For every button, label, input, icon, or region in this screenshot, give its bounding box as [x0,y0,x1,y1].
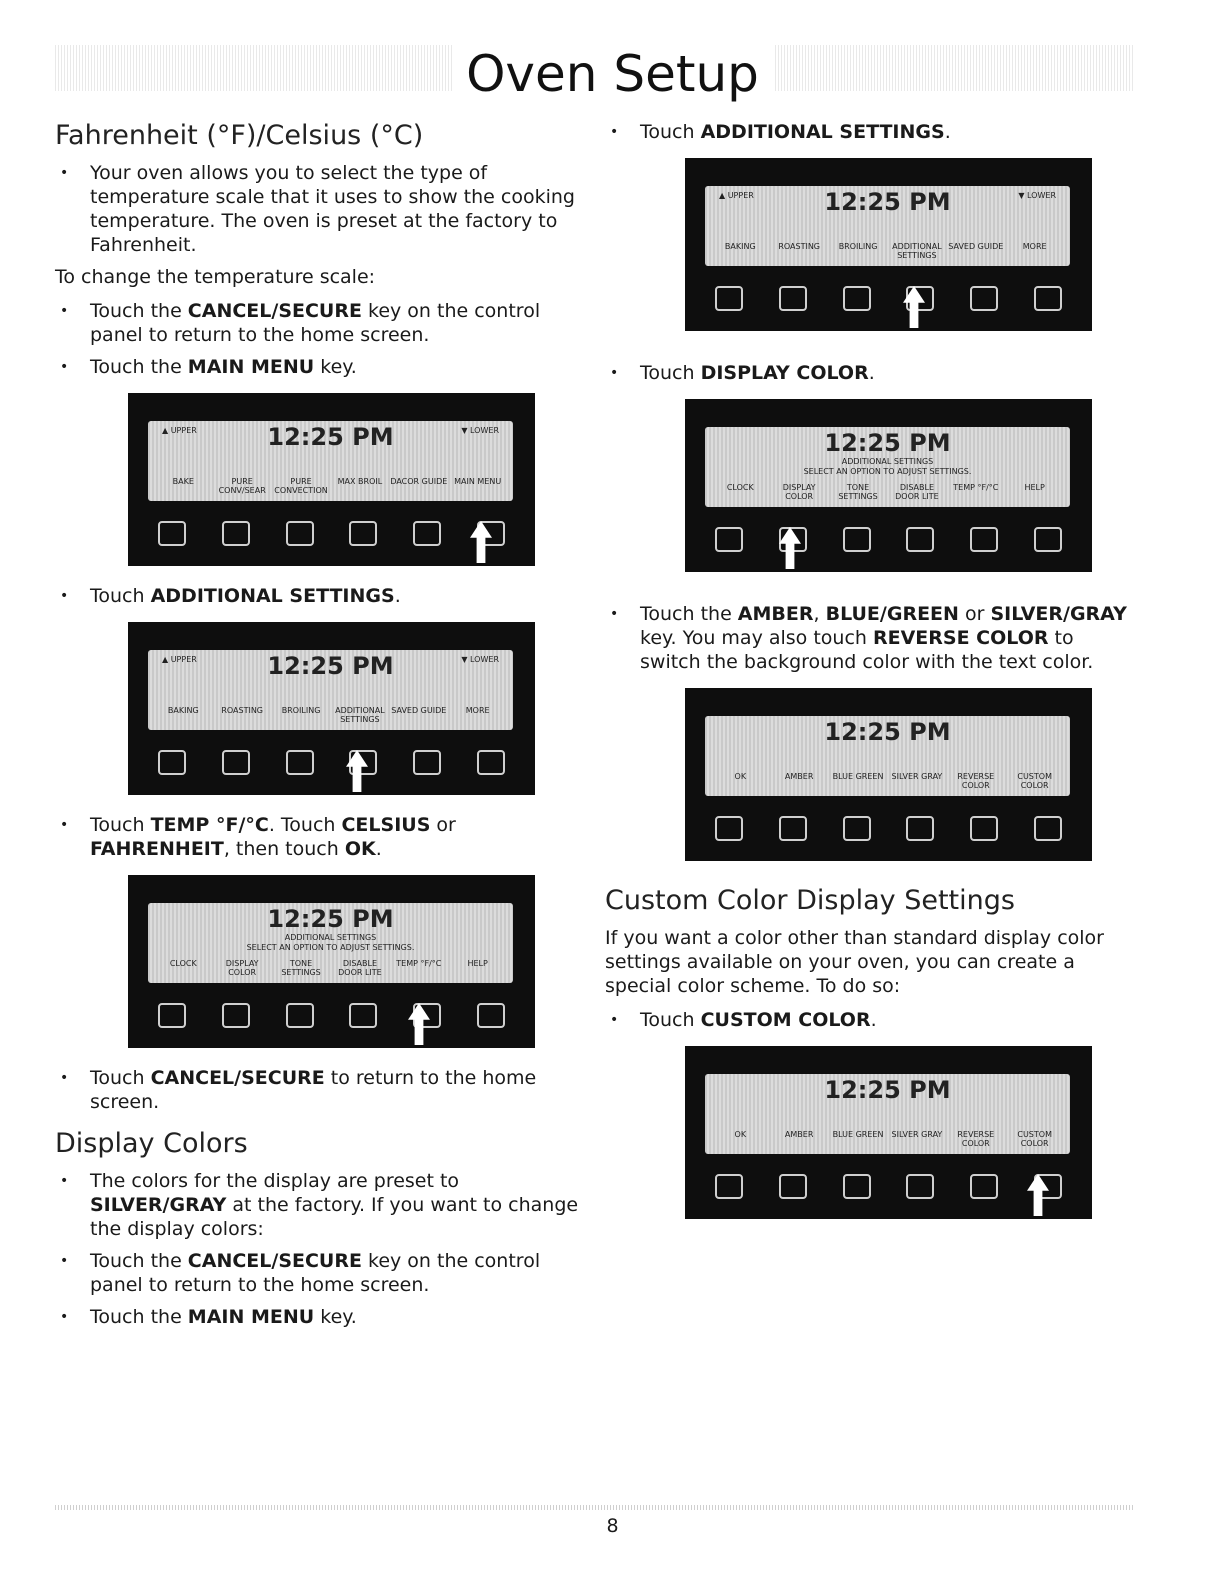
soft-key[interactable] [158,750,186,775]
soft-key[interactable] [779,286,807,311]
soft-key[interactable] [906,816,934,841]
soft-key[interactable] [779,816,807,841]
soft-key[interactable] [349,1003,377,1028]
soft-key[interactable] [970,527,998,552]
soft-key[interactable] [158,521,186,546]
soft-key[interactable] [843,527,871,552]
display-settings: 12:25 PM ADDITIONAL SETTINGS SELECT AN OPTION TO ADJUST SETTINGS. CLOCK DISPLAY COLOR TONE SETTINGS DISABLE DOOR LITE TEMP °F/°C HELP [128,875,535,1048]
soft-key[interactable] [970,816,998,841]
soft-key[interactable] [715,286,743,311]
right-column [605,120,1135,1219]
soft-key[interactable] [222,521,250,546]
step-temp: • Touch TEMP °F/°C. Touch CELSIUS or FAHRENHEIT, then touch OK. [55,813,585,861]
soft-key[interactable] [413,750,441,775]
display-additional: ▲ UPPER 12:25 PM ▼ LOWER BAKING ROASTING BROILING ADDITIONAL SETTINGS SAVED GUIDE MORE [128,622,535,795]
soft-key[interactable] [222,1003,250,1028]
display-colors-intro: • The colors for the display are preset to SILVER/GRAY at the factory. If you want to change the display colors: [55,1169,585,1241]
r-step-additional: • Touch ADDITIONAL SETTINGS. [605,120,1135,144]
r-step-colors: • Touch the AMBER, BLUE/GREEN or SILVER/GRAY key. You may also touch REVERSE COLOR to switch the background color with the text color. [605,602,1135,674]
display-additional-right: ▲ UPPER 12:25 PM ▼ LOWER BAKING ROASTING BROILING ADDITIONAL SETTINGS SAVED GUIDE MORE [685,158,1092,331]
step-main-menu: • Touch the MAIN MENU key. [55,355,585,379]
step-cancel-secure: • Touch the CANCEL/SECURE key on the control panel to return to the home screen. [55,299,585,347]
soft-key[interactable] [1034,816,1062,841]
soft-key[interactable] [906,527,934,552]
soft-key[interactable] [286,521,314,546]
r-step-display-color: • Touch DISPLAY COLOR. [605,361,1135,385]
fahrenheit-para: To change the temperature scale: [55,266,376,288]
soft-key[interactable] [970,286,998,311]
fahrenheit-heading: Fahrenheit (°F)/Celsius (°C) [55,120,424,151]
soft-key[interactable] [477,1003,505,1028]
soft-key[interactable] [286,1003,314,1028]
soft-key[interactable] [970,1174,998,1199]
soft-key[interactable] [222,750,250,775]
soft-key[interactable] [843,1174,871,1199]
soft-key[interactable] [477,750,505,775]
page-number: 8 [606,1515,619,1537]
soft-key[interactable] [715,816,743,841]
soft-key[interactable] [779,1174,807,1199]
display-main-menu: ▲ UPPER 12:25 PM ▼ LOWER BAKE PURE CONV/SEAR PURE CONVECTION MAX BROIL DACOR GUIDE MAIN MENU [128,393,535,566]
fahrenheit-intro: • Your oven allows you to select the type of temperature scale that it uses to show the cooking temperature. The oven is preset at the factory to Fahrenheit. [55,161,585,257]
soft-key[interactable] [715,1174,743,1199]
soft-key[interactable] [843,286,871,311]
dc-step-main-menu: • Touch the MAIN MENU key. [55,1305,585,1329]
custom-color-heading: Custom Color Display Settings [605,885,1015,916]
step-return-home: • Touch CANCEL/SECURE to return to the home screen. [55,1066,585,1114]
soft-key[interactable] [1034,527,1062,552]
soft-key[interactable] [349,521,377,546]
r-step-custom-color: • Touch CUSTOM COLOR. [605,1008,1135,1032]
custom-color-para: If you want a color other than standard display color settings available on your oven, you can create a special color scheme. To do so: [605,927,1104,997]
dc-step-cancel: • Touch the CANCEL/SECURE key on the control panel to return to the home screen. [55,1249,585,1297]
soft-key[interactable] [1034,286,1062,311]
left-column [55,120,585,1337]
soft-key[interactable] [158,1003,186,1028]
soft-key[interactable] [413,521,441,546]
page-title: Oven Setup [0,44,1225,104]
soft-key[interactable] [715,527,743,552]
display-custom-color: 12:25 PM OK AMBER BLUE GREEN SILVER GRAY REVERSE COLOR CUSTOM COLOR [685,1046,1092,1219]
display-colors-heading: Display Colors [55,1128,248,1159]
display-settings-right: 12:25 PM ADDITIONAL SETTINGS SELECT AN OPTION TO ADJUST SETTINGS. CLOCK DISPLAY COLOR TONE SETTINGS DISABLE DOOR LITE TEMP °F/°C HELP [685,399,1092,572]
soft-key[interactable] [843,816,871,841]
soft-key[interactable] [906,1174,934,1199]
step-additional-settings: • Touch ADDITIONAL SETTINGS. [55,584,585,608]
footer-band [55,1505,1135,1510]
soft-key[interactable] [286,750,314,775]
display-colors-panel: 12:25 PM OK AMBER BLUE GREEN SILVER GRAY REVERSE COLOR CUSTOM COLOR [685,688,1092,861]
